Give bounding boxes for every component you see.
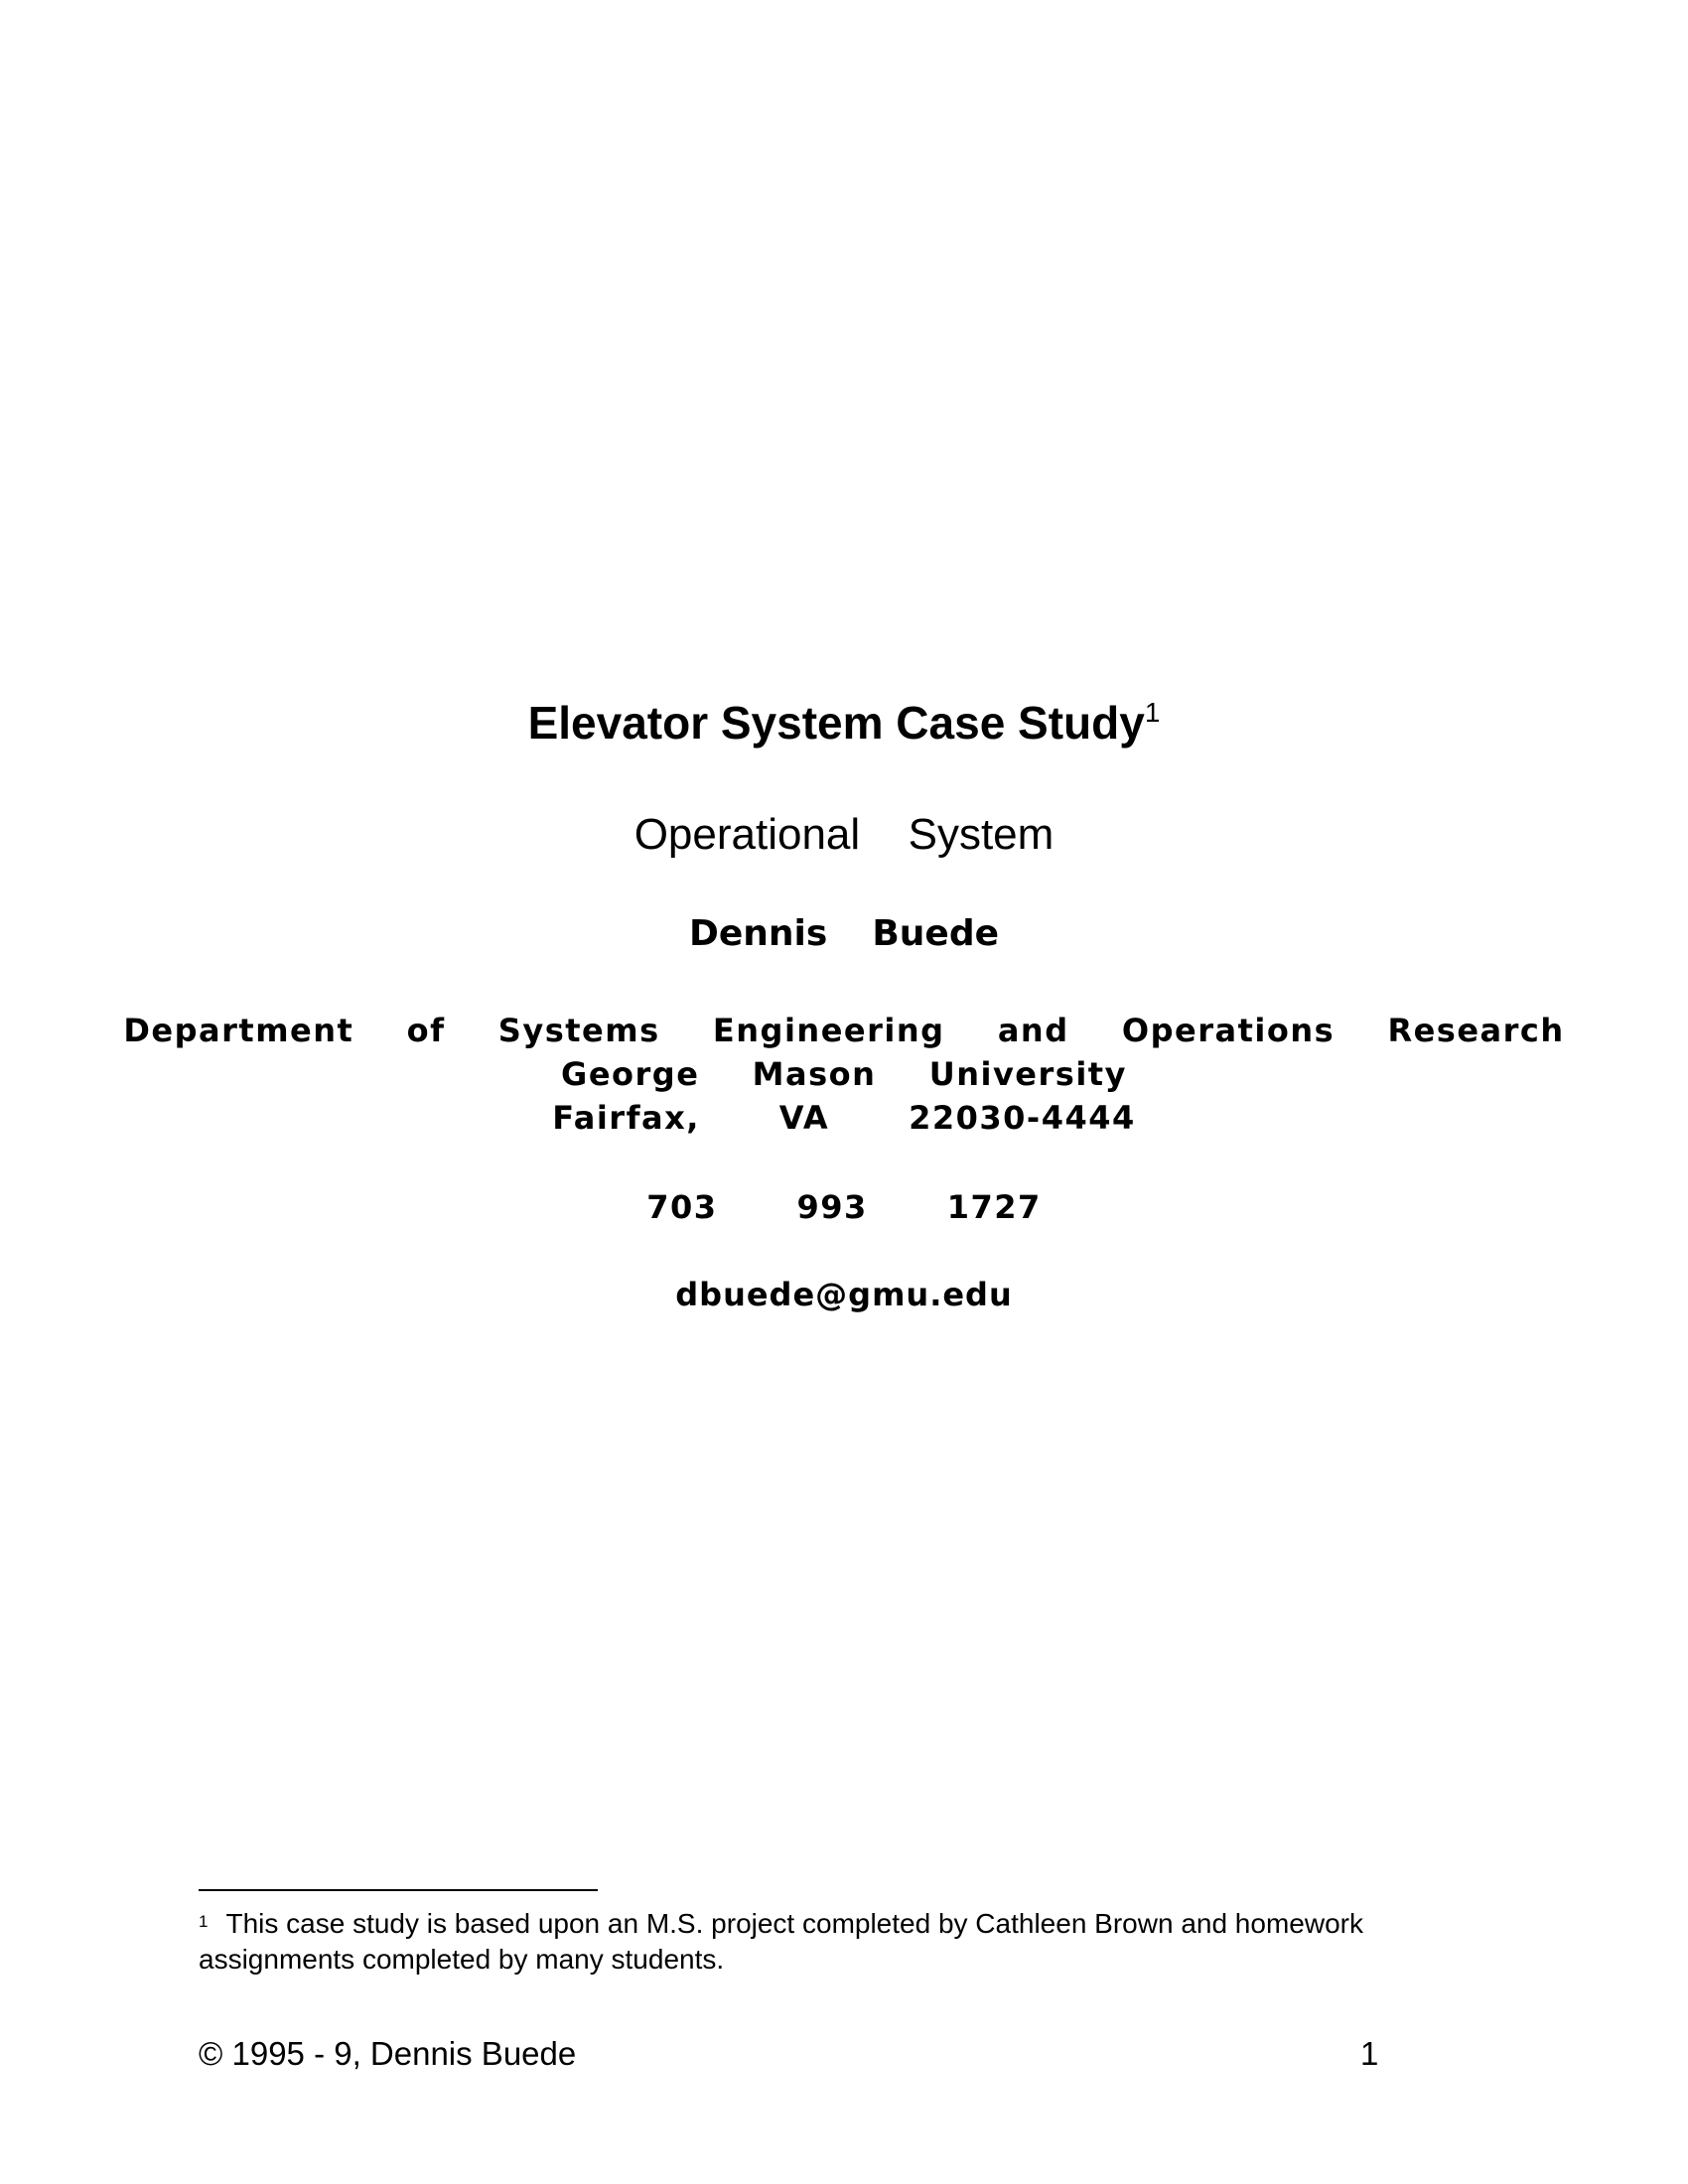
footnote-text: This case study is based upon an M.S. project completed by Cathleen Brown and homework assignments completed by many students.	[199, 1908, 1363, 1975]
title-footnote-ref: 1	[1144, 697, 1161, 728]
document-subtitle: Operational System	[633, 810, 1055, 859]
author-name: Dennis Buede	[688, 913, 1000, 954]
title-text: Elevator System Case Study	[527, 697, 1145, 749]
document-title	[0, 695, 1688, 751]
footnote-mark: 1	[199, 1912, 209, 1931]
footnote	[199, 1906, 1489, 1978]
footnote-separator	[199, 1889, 598, 1891]
department-line: Department of Systems Engineering and Operations Research	[123, 1012, 1565, 1049]
phone-number: 703 993 1727	[646, 1188, 1042, 1226]
university-line: George Mason University	[561, 1055, 1127, 1093]
email-address: dbuede@gmu.edu	[675, 1276, 1013, 1313]
address-line: Fairfax, VA 22030-4444	[552, 1099, 1136, 1137]
page-number: 1	[1360, 2035, 1379, 2072]
copyright-notice: © 1995 - 9, Dennis Buede	[199, 2035, 577, 2072]
